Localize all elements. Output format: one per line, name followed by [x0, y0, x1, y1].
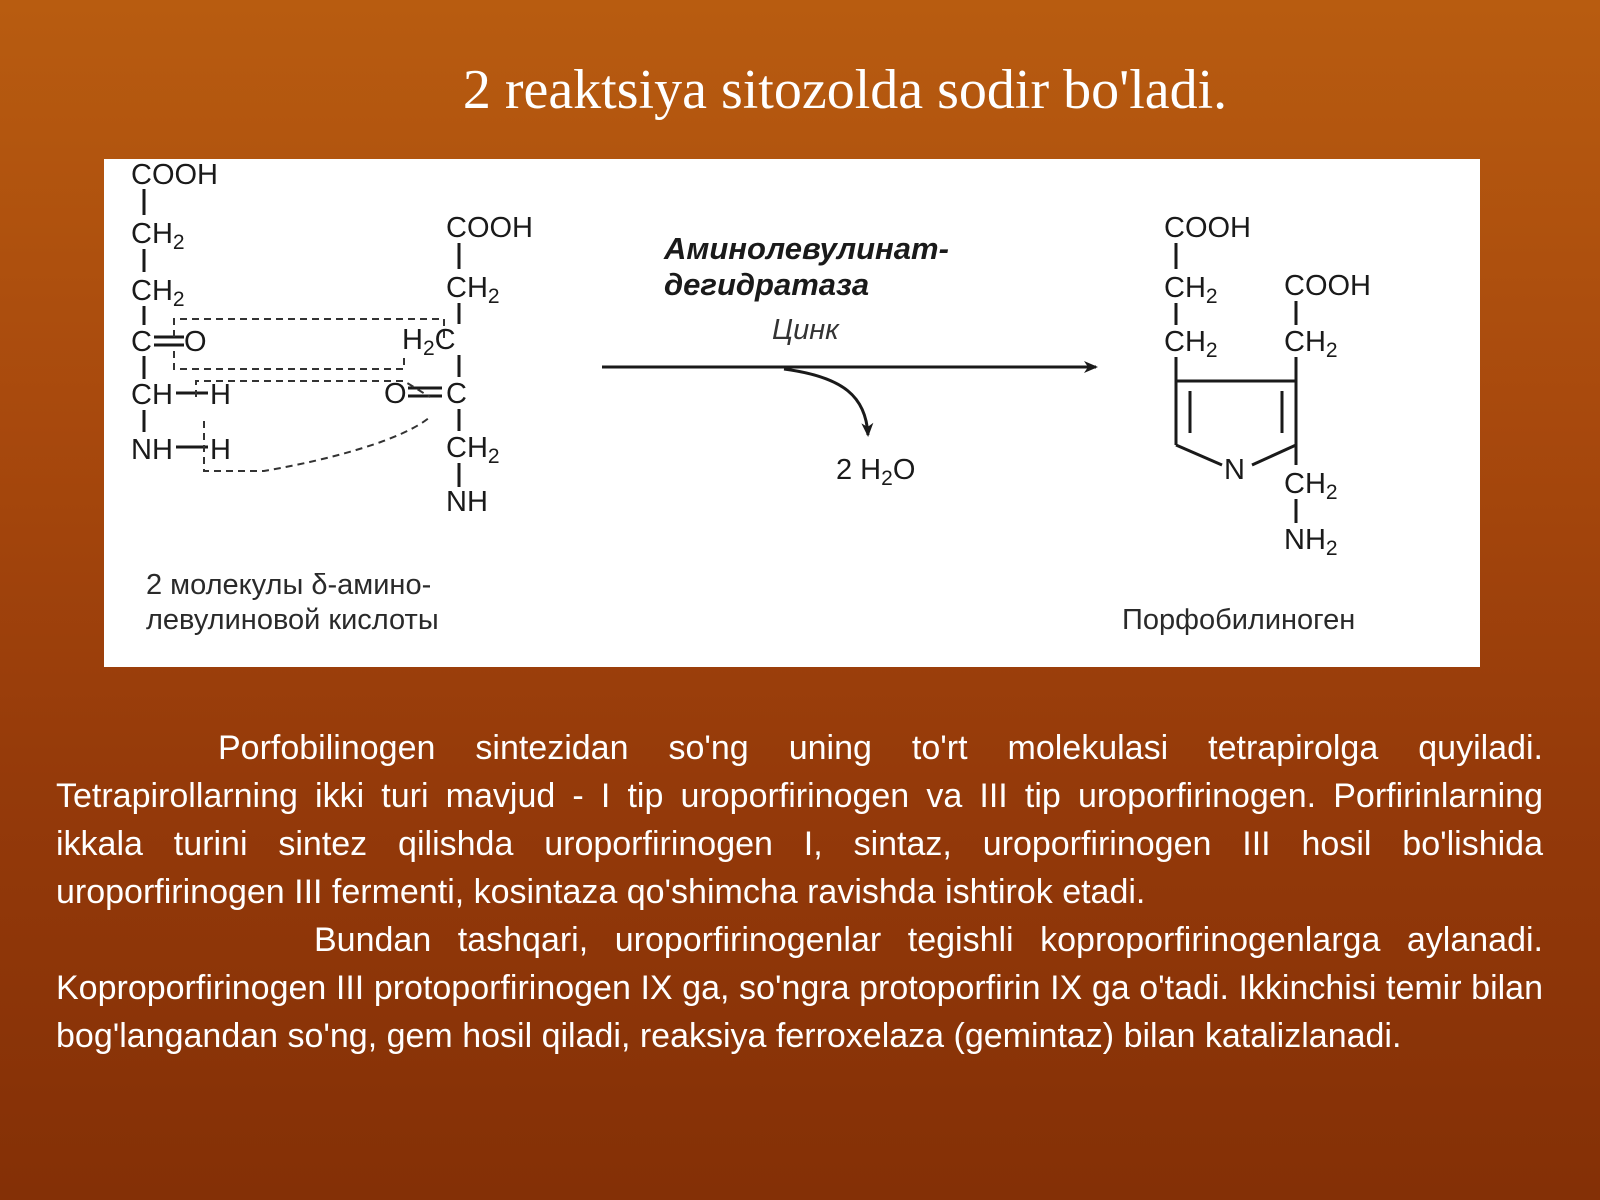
pbg-ch2-right-a: $CH_2$ [1284, 326, 1338, 362]
pbg-ch2-left-a: $CH_2$ [1164, 272, 1218, 308]
m1-ch2-b: $CH_2$ [131, 275, 185, 311]
m1-carbonyl-o: O [184, 326, 207, 358]
pbg-ch2-right-b: $CH_2$ [1284, 468, 1338, 504]
m1-nh: NH [131, 434, 173, 466]
m1-ch2-a: $CH_2$ [131, 218, 185, 254]
caption-left-line1: 2 молекулы δ-амино- [146, 569, 432, 601]
byproduct-water: 2 $H_2O$ [836, 454, 916, 490]
m1-nh-h: H [210, 434, 231, 466]
reaction-diagram [104, 159, 1480, 667]
m2-nh: NH [446, 486, 488, 518]
reaction-arrow-group [602, 231, 1096, 490]
ring-bottom-right-edge [1252, 445, 1296, 465]
ring-bottom-left-edge [1176, 445, 1222, 465]
pbg-ch2-left-b: $CH_2$ [1164, 326, 1218, 362]
m1-cooh: COOH [131, 159, 218, 191]
aminolevulinic-acid-molecule-2 [384, 212, 533, 518]
caption-left-line2: левулиновой кислоты [146, 604, 439, 636]
pbg-cooh-left: COOH [1164, 212, 1251, 244]
body-paragraph-1: Porfobilinogen sintezidan so'ng uning to'rt molekulasi tetrapirolga quyiladi. Tetrapirollarning ikki turi mavjud - I tip uroporfirinogen va III tip uroporfirinogen. Porfirinlarning ikkala turini sintez qilishda uroporfirinogen I, sintaz, uroporfirinogen III hosil bo'lishida uroporfirinogen III fermenti, kosintaza qo'shimcha ravishda ishtirok etadi. [56, 729, 1543, 911]
water-release-arrow [784, 369, 868, 435]
pyrrole-ring [1176, 357, 1296, 465]
pbg-ring-nitrogen: N [1224, 454, 1245, 486]
m1-carbonyl-c: C [131, 326, 152, 358]
porphobilinogen-molecule [1164, 212, 1371, 560]
pbg-nh2: $NH_2$ [1284, 524, 1338, 560]
dashed-line-nh-h [204, 417, 430, 471]
aminolevulinic-acid-molecule-1 [131, 159, 231, 466]
pbg-cooh-right: COOH [1284, 270, 1371, 302]
m2-ch2-a: $CH_2$ [446, 272, 500, 308]
slide-title: 2 reaktsiya sitozolda sodir bo'ladi. [462, 59, 1228, 121]
enzyme-name-line1: Аминолевулинат- [664, 231, 949, 266]
m2-ch2-b: $CH_2$ [446, 432, 500, 468]
m2-carbonyl-o: O [384, 378, 407, 410]
body-paragraph-2: Bundan tashqari, uroporfirinogenlar tegishli koproporfirinogenlarga aylanadi. Koproporfirinogen III protoporfirinogen IX ga, so'ngra protoporfirin IX ga o'tadi. Ikkinchisi temir bilan bog'langandan so'ng, gem hosil qiladi, reaksiya ferroxelaza (gemintaz) bilan katalizlanadi. [56, 921, 1543, 1055]
m2-carbonyl-c: C [446, 378, 467, 410]
cofactor-zinc: Цинк [772, 314, 839, 346]
caption-product: Порфобилиноген [1122, 604, 1356, 636]
reaction-diagram-svg [104, 159, 1480, 667]
slide-body [56, 724, 1543, 1060]
m2-h2c: $H_2C$ [402, 324, 456, 360]
m1-ch: CH [131, 379, 173, 411]
enzyme-name-line2: дегидратаза [664, 267, 870, 302]
m2-cooh: COOH [446, 212, 533, 244]
dashed-line-carbonyl-bottom [174, 351, 404, 369]
m1-ch-h: H [210, 379, 231, 411]
